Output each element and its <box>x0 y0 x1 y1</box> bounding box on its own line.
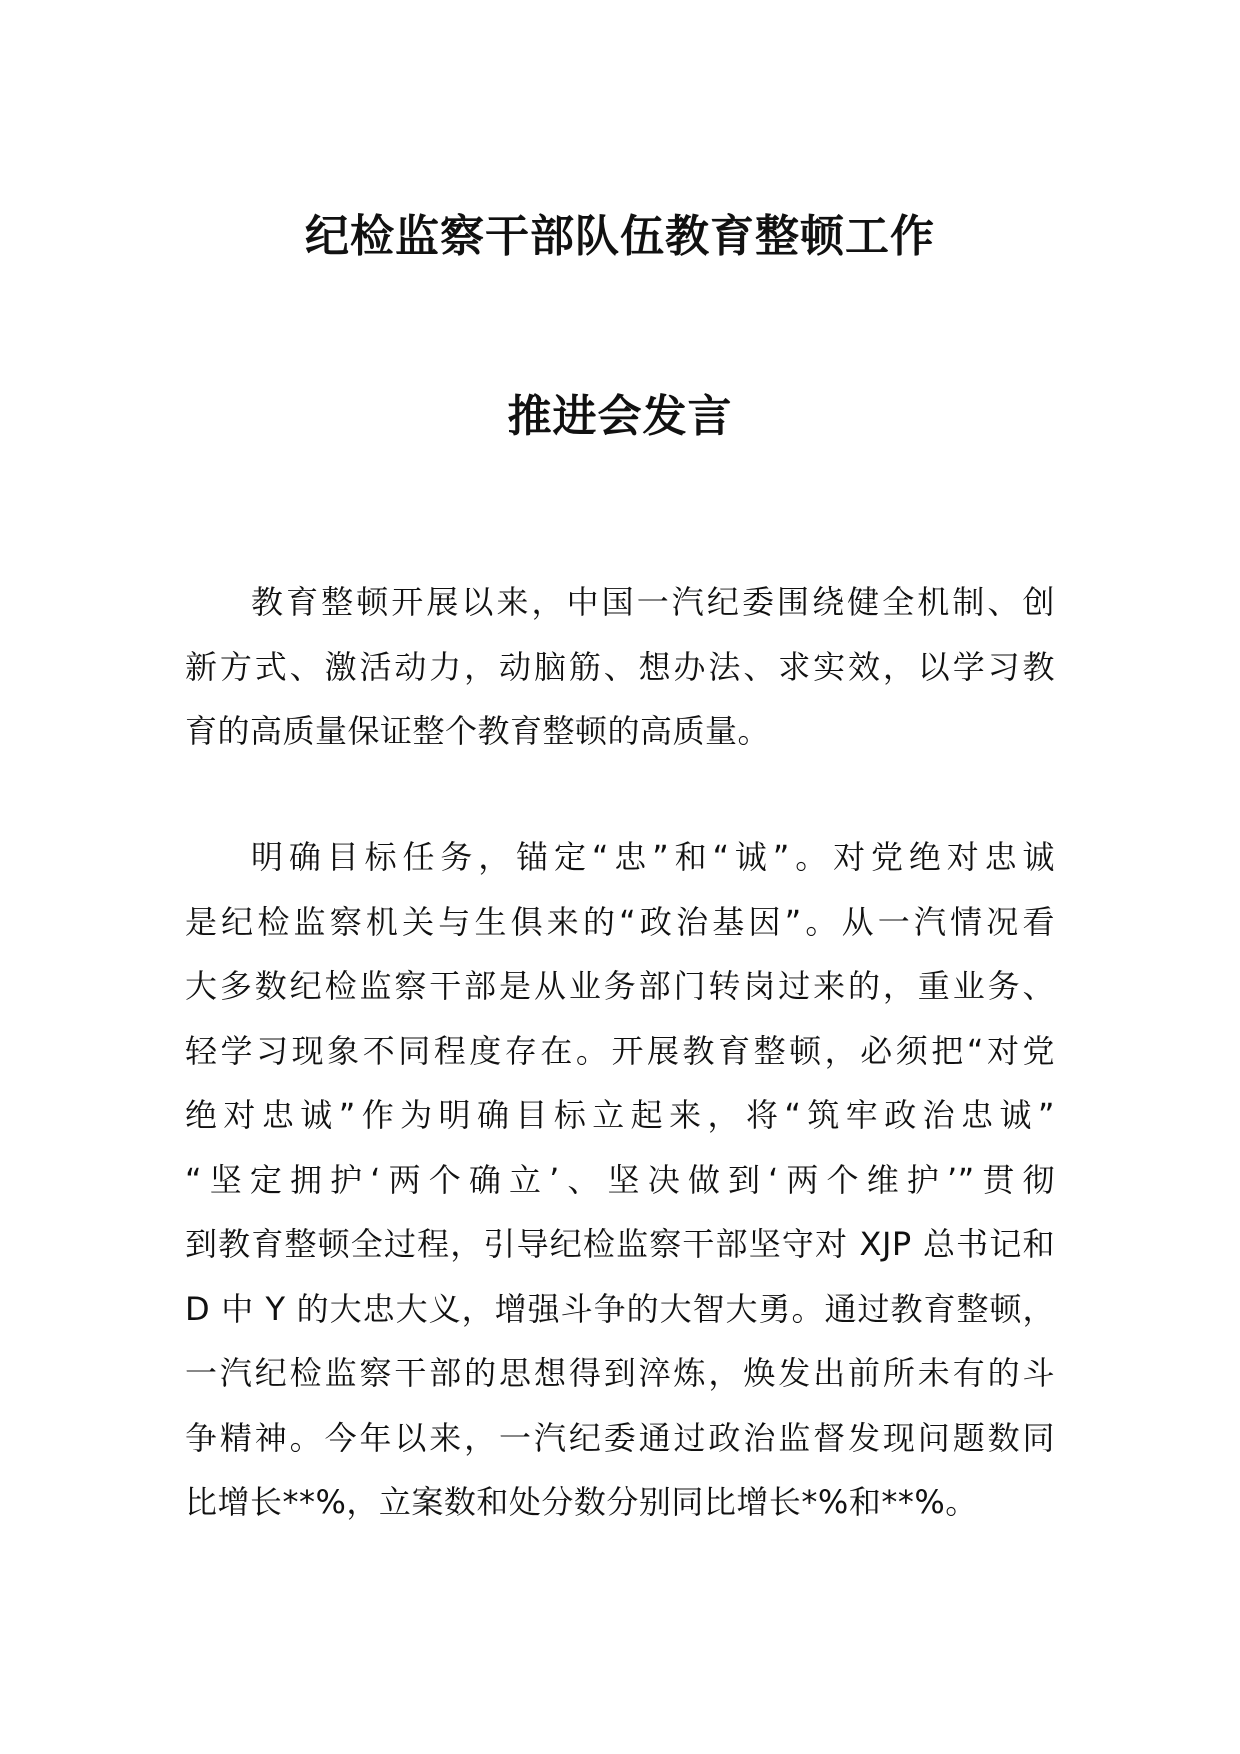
text-line: 比增长**%，立案数和处分数分别同比增长*%和**%。 <box>185 1483 978 1521</box>
text-line: “坚定拥护‘两个确立’、坚决做到‘两个维护’”贯彻 <box>185 1160 1055 1199</box>
document-title-line1: 纪检监察干部队伍教育整顿工作 <box>305 211 935 262</box>
text-line: 明确目标任务，锚定“忠”和“诚”。对党绝对忠诚 <box>251 838 1055 876</box>
text-line: D 中 Y 的大忠大义，增强斗争的大智大勇。通过教育整顿， <box>185 1289 1055 1328</box>
text-line: 是纪检监察机关与生俱来的“政治基因”。从一汽情况看 <box>185 902 1055 941</box>
paragraph-intro <box>185 570 1055 764</box>
text-line: 一汽纪检监察干部的思想得到淬炼，焕发出前所未有的斗 <box>185 1354 1055 1392</box>
text-line: 到教育整顿全过程，引导纪检监察干部坚守对 XJP 总书记和 <box>185 1225 1055 1263</box>
text-line: 轻学习现象不同程度存在。开展教育整顿，必须把“对党 <box>185 1031 1055 1070</box>
text-line: 新方式、激活动力，动脑筋、想办法、求实效，以学习教 <box>185 647 1055 686</box>
text-line: 教育整顿开展以来，中国一汽纪委围绕健全机制、创 <box>251 583 1055 621</box>
text-line: 争精神。今年以来，一汽纪委通过政治监督发现问题数同 <box>185 1418 1055 1457</box>
text-line: 育的高质量保证整个教育整顿的高质量。 <box>185 712 771 750</box>
text-line: 大多数纪检监察干部是从业务部门转岗过来的，重业务、 <box>185 967 1055 1005</box>
document-title-line2: 推进会发言 <box>507 391 733 442</box>
text-line: 绝对忠诚”作为明确目标立起来，将“筑牢政治忠诚” <box>185 1096 1055 1134</box>
paragraph-target-tasks <box>185 825 1055 1535</box>
